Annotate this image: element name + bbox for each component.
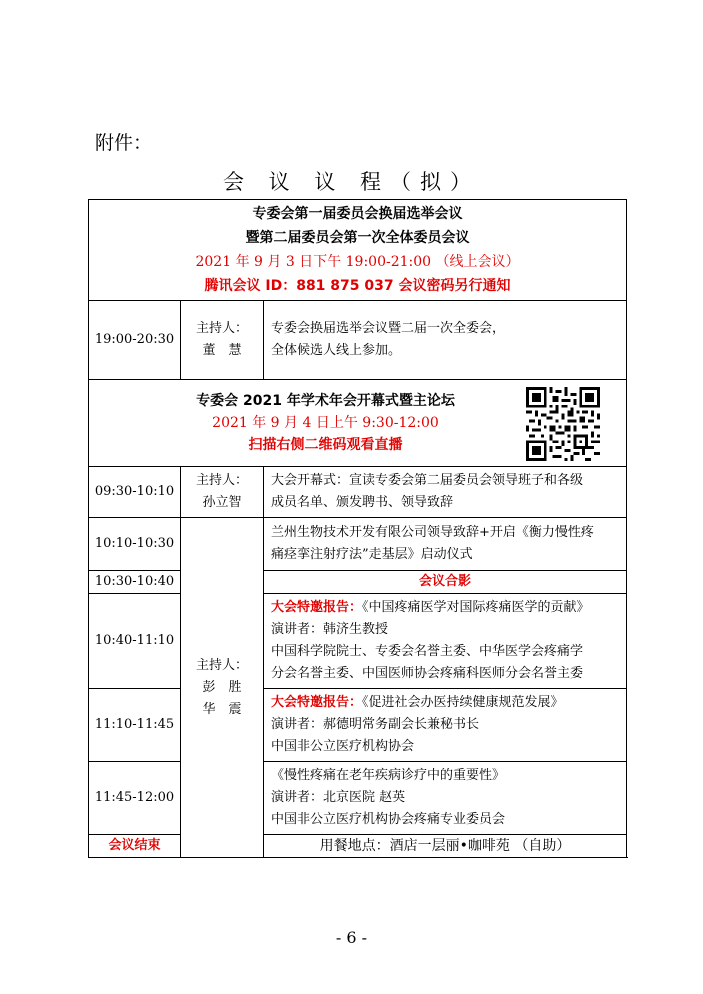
table-row (89, 689, 627, 762)
report-label: 大会特邀报告： (271, 600, 363, 615)
section2-line1: 专委会 2021 年学术年会开幕式暨主论坛 (196, 393, 455, 409)
speaker-title: 中国科学院院士、专委会名誉主委、中华医学会疼痛学 (271, 644, 584, 659)
host-name: 董 慧 (202, 343, 242, 358)
agenda-table (88, 199, 627, 858)
host-group-cell (181, 518, 264, 858)
time-cell: 10:30-10:40 (89, 571, 181, 594)
dining-location: 用餐地点：酒店一层丽•咖啡苑 （自助） (264, 835, 627, 858)
content-line: 痛痉挛注射疗法”走基层》启动仪式 (271, 547, 473, 562)
speaker: 演讲者：北京医院 赵英 (271, 790, 406, 805)
section2-date: 2021 年 9 月 4 日上午 9:30-12:00 (212, 415, 439, 431)
host-name: 彭 胜 (202, 679, 242, 695)
table-row (89, 762, 627, 835)
content-line: 全体候选人线上参加。 (271, 343, 402, 358)
time-cell: 10:10-10:30 (89, 518, 181, 571)
table-row (89, 301, 627, 380)
section1-line1: 专委会第一届委员会换届选举会议 (252, 206, 463, 222)
host-label: 主持人： (195, 321, 248, 336)
section2-scan: 扫描右侧二维码观看直播 (248, 437, 403, 453)
section1-line2: 暨第二届委员会第一次全体委员会议 (245, 230, 470, 246)
section1-date: 2021 年 9 月 3 日下午 19:00-21:00 （线上会议） (195, 254, 520, 270)
time-cell: 09:30-10:10 (89, 467, 181, 518)
time-cell: 19:00-20:30 (89, 301, 181, 380)
time-cell: 11:45-12:00 (89, 762, 181, 835)
section-header-election (89, 200, 627, 301)
group-photo-label: 会议合影 (264, 571, 627, 594)
table-row (89, 571, 627, 594)
host-name: 华 震 (202, 701, 242, 717)
attachment-label: 附件： (95, 132, 153, 154)
meeting-end-label: 会议结束 (89, 835, 181, 858)
speaker: 演讲者：郝德明常务副会长兼秘书长 (271, 717, 480, 732)
host-label: 主持人： (195, 657, 248, 673)
page-number: - 6 - (335, 928, 368, 947)
host-name: 孙立智 (202, 495, 242, 510)
qr-code-icon[interactable] (526, 387, 600, 461)
section-header-forum (89, 380, 627, 467)
report-title: 《慢性疼痛在老年疾病诊疗中的重要性》 (271, 768, 506, 783)
host-label: 主持人： (195, 473, 248, 488)
report-label: 大会特邀报告： (271, 695, 363, 710)
time-cell: 11:10-11:45 (89, 689, 181, 762)
speaker-org: 中国非公立医疗机构协会 (271, 739, 415, 754)
table-row (89, 594, 627, 689)
time-cell: 10:40-11:10 (89, 594, 181, 689)
content-line: 专委会换届选举会议暨二届一次全委会， (271, 321, 506, 336)
table-row (89, 835, 627, 858)
content-line: 大会开幕式：宣读专委会第二届委员会领导班子和各级 (271, 473, 584, 488)
report-title: 《中国疼痛医学对国际疼痛医学的贡献》 (362, 600, 590, 615)
table-row (89, 518, 627, 571)
content-line: 成员名单、颁发聘书、领导致辞 (271, 495, 454, 510)
table-row (89, 467, 627, 518)
section1-meeting-id: 腾讯会议 ID：881 875 037 会议密码另行通知 (204, 278, 511, 294)
report-title: 《促进社会办医持续健康规范发展》 (362, 695, 564, 710)
speaker-org: 中国非公立医疗机构协会疼痛专业委员会 (271, 812, 506, 827)
document-title: 会 议 议 程（拟） (222, 170, 481, 194)
speaker-title: 分会名誉主委、中国医师协会疼痛科医师分会名誉主委 (271, 666, 584, 681)
content-line: 兰州生物技术开发有限公司领导致辞+开启《衡力慢性疼 (271, 525, 594, 540)
speaker: 演讲者：韩济生教授 (271, 622, 389, 637)
